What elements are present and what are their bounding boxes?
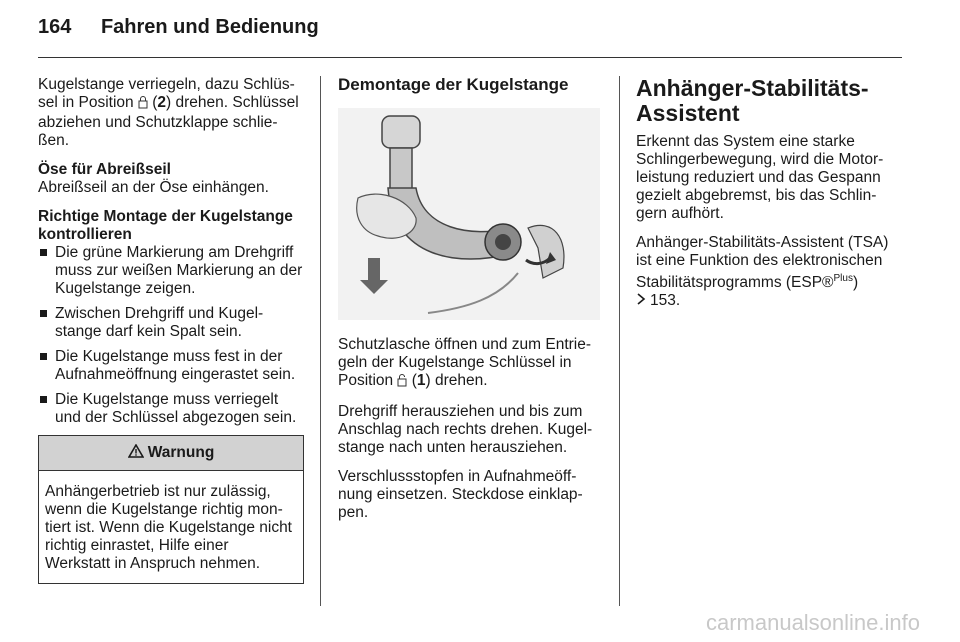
warning-triangle-icon (128, 444, 144, 463)
column-divider-1 (320, 76, 321, 606)
warning-header (39, 436, 303, 471)
list-item: Zwischen Drehgriff und Kugel-stange darf kein Spalt sein. (38, 305, 304, 341)
column-2 (338, 76, 604, 533)
header-rule (38, 57, 902, 58)
check-heading: Richtige Montage der Kugelstange kontrollieren (38, 208, 293, 243)
tsa-paragraph-2: Anhänger-Stabilitäts-Assistent (TSA) ist eine Funktion des elektronischen Stabilitätsprogramms (ESP®$^{Plus}$) (636, 234, 889, 292)
demontage-step-2: Drehgriff herausziehen und bis zum Anschlag nach rechts drehen. Kugel-stange nach unten herausziehen. (338, 403, 593, 456)
section-title-tsa: Anhänger-Stabilitäts-Assistent (636, 75, 869, 126)
demontage-step-1: Schutzlasche öffnen und zum Entrie-geln der Kugelstange Schlüssel in Position (1) drehen. (338, 336, 604, 392)
list-item: Die Kugelstange muss fest in der Aufnahmeöffnung eingerastet sein. (38, 348, 304, 384)
warning-box (38, 435, 304, 584)
intro-paragraph: Kugelstange verriegeln, dazu Schlüs-sel in Position (2) drehen. Schlüssel abziehen und Schutzklappe schlie-ßen. (38, 76, 299, 149)
oese-heading: Öse für Abreißseil (38, 161, 171, 178)
page-number: 164 (38, 16, 72, 38)
check-list (38, 244, 304, 427)
towbar-illustration (338, 108, 600, 320)
page-title: Fahren und Bedienung (100, 16, 319, 38)
warning-text: Anhängerbetrieb ist nur zulässig, wenn die Kugelstange richtig mon-tiert ist. Wenn die Kugelstange nicht richtig einrastet, Hilfe einer Werkstatt in Anspruch nehmen. (45, 483, 292, 572)
list-item: Die grüne Markierung am Drehgriff muss zur weißen Markierung an der Kugelstange zeigen. (38, 244, 304, 298)
list-item: Die Kugelstange muss verriegelt und der Schlüssel abgezogen sein. (38, 391, 304, 427)
lock-open-icon (397, 373, 407, 392)
column-1 (38, 76, 304, 584)
column-divider-2 (619, 76, 620, 606)
page-reference-icon (636, 292, 646, 310)
tsa-cross-reference[interactable]: 153. (636, 292, 906, 310)
page-header (38, 16, 319, 39)
section-title-demontage: Demontage der Kugelstange (338, 75, 569, 94)
column-3 (636, 76, 906, 321)
demontage-step-3: Verschlussstopfen in Aufnahmeöff-nung einsetzen. Steckdose einklap-pen. (338, 468, 583, 521)
tsa-paragraph-1: Erkennt das System eine starke Schlingerbewegung, wird die Motor-leistung reduziert und das Gespann gezielt abgebremst, bis das Schlin-gern aufhört. (636, 133, 884, 222)
warning-title: Warnung (147, 444, 215, 461)
watermark: carmanualsonline.info (705, 610, 920, 635)
lock-closed-icon (138, 95, 148, 114)
oese-text: Abreißseil an der Öse einhängen. (38, 179, 269, 196)
